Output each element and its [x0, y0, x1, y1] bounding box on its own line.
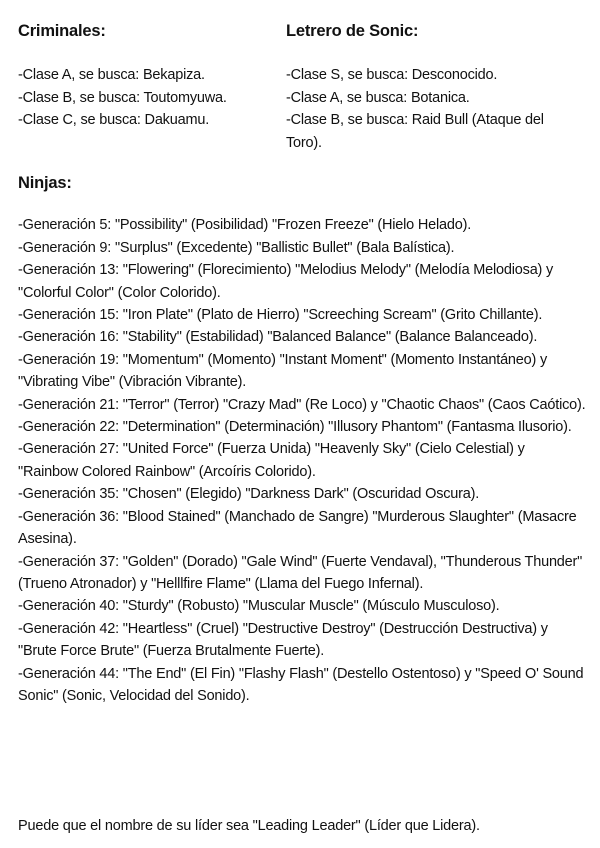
criminal-item: -Clase A, se busca: Bekapiza. [18, 67, 205, 84]
criminales-heading: Criminales: [18, 22, 106, 40]
letrero-heading: Letrero de Sonic: [286, 22, 419, 40]
ninja-generation-item: -Generación 15: "Iron Plate" (Plato de Hierro) "Screeching Scream" (Grito Chillante). [18, 307, 543, 324]
ninja-generation-item: -Generación 35: "Chosen" (Elegido) "Darkness Dark" (Oscuridad Oscura). [18, 486, 480, 503]
ninja-generation-item: -Generación 16: "Stability" (Estabilidad) "Balanced Balance" (Balance Balanceado). [18, 329, 538, 346]
ninja-generation-item: -Generación 36: "Blood Stained" (Manchado de Sangre) "Murderous Slaughter" (Masacre Asesina). [18, 508, 577, 548]
criminales-section [18, 20, 268, 132]
criminal-item: -Clase C, se busca: Dakuamu. [18, 112, 210, 129]
ninja-generation-item: -Generación 40: "Sturdy" (Robusto) "Muscular Muscle" (Músculo Musculoso). [18, 598, 500, 615]
leader-note: Puede que el nombre de su líder sea "Leading Leader" (Líder que Lidera). [18, 818, 480, 834]
ninja-generation-item: -Generación 27: "United Force" (Fuerza Unida) "Heavenly Sky" (Cielo Celestial) y "Rainbow Colored Rainbow" (Arcoíris Colorido). [18, 441, 525, 480]
ninja-generation-item: -Generación 13: "Flowering" (Florecimiento) "Melodius Melody" (Melodía Melodiosa) y "Colorful Color" (Color Colorido). [18, 262, 554, 301]
ninja-generation-item: -Generación 44: "The End" (El Fin) "Flashy Flash" (Destello Ostentoso) y "Speed O' Sound Sonic" (Sonic, Velocidad del Sonido). [18, 665, 584, 704]
letrero-item: -Clase S, se busca: Desconocido. [286, 67, 498, 84]
letrero-section [286, 20, 582, 154]
ninja-generation-item: -Generación 9: "Surplus" (Excedente) "Ballistic Bullet" (Bala Balística). [18, 239, 455, 256]
ninja-generation-item: -Generación 22: "Determination" (Determinación) "Illusory Phantom" (Fantasma Ilusorio). [18, 419, 572, 436]
letrero-item: -Clase B, se busca: Raid Bull (Ataque del Toro). [286, 112, 544, 151]
ninja-generation-item: -Generación 37: "Golden" (Dorado) "Gale Wind" (Fuerte Vendaval), "Thunderous Thunder" (Trueno Atronador) y "Helllfire Flame" (Llama del Fuego Infernal). [18, 553, 583, 592]
ninja-generation-item: -Generación 42: "Heartless" (Cruel) "Destructive Destroy" (Destrucción Destructiva) y "Brute Force Brute" (Fuerza Brutalmente Fuerte). [18, 620, 548, 660]
ninja-generation-item: -Generación 19: "Momentum" (Momento) "Instant Moment" (Momento Instantáneo) y "Vibrating Vibe" (Vibración Vibrante). [18, 351, 548, 391]
ninjas-section [18, 172, 588, 707]
ninja-generation-item: -Generación 21: "Terror" (Terror) "Crazy Mad" (Re Loco) y "Chaotic Chaos" (Caos Caótico). [18, 396, 586, 413]
ninjas-heading: Ninjas: [18, 174, 72, 192]
letrero-item: -Clase A, se busca: Botanica. [286, 89, 470, 106]
criminal-item: -Clase B, se busca: Toutomyuwa. [18, 89, 227, 106]
ninja-generation-item: -Generación 5: "Possibility" (Posibilidad) "Frozen Freeze" (Hielo Helado). [18, 217, 472, 234]
